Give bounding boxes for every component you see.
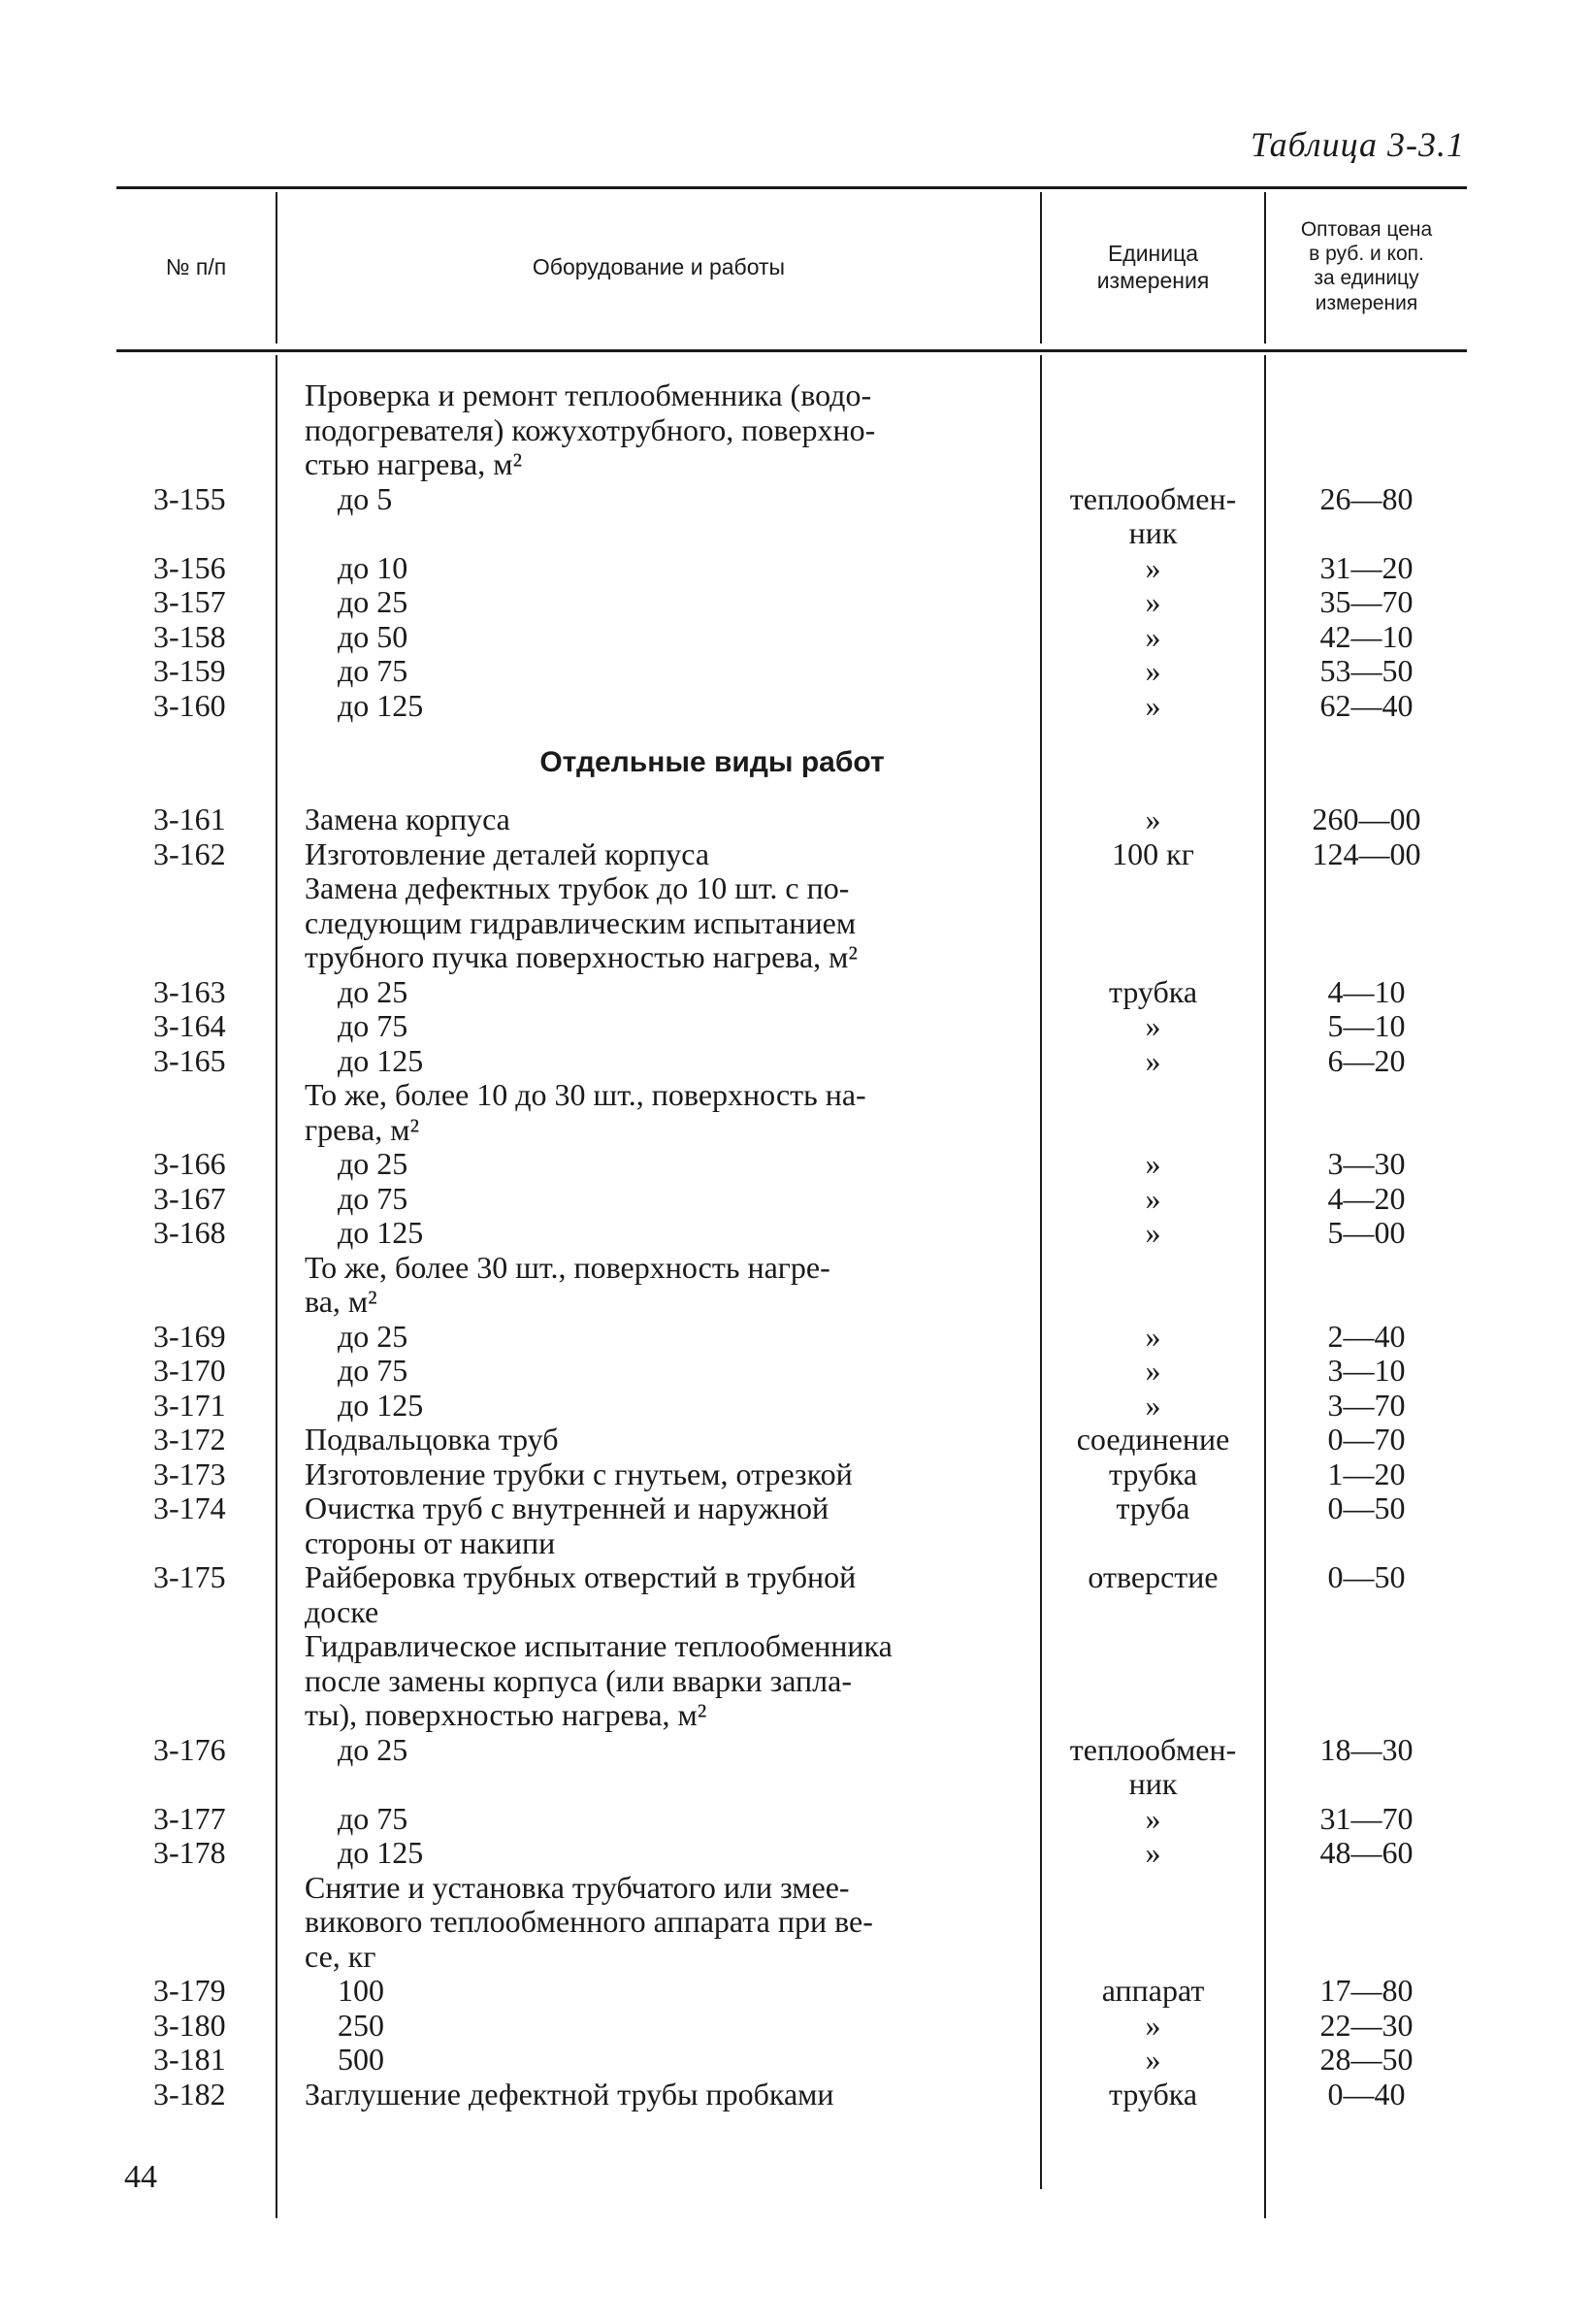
item-description: Изготовление деталей корпуса — [305, 835, 710, 871]
item-number: 3-157 — [153, 584, 226, 619]
item-unit: » — [1145, 2007, 1161, 2043]
table-row — [116, 1940, 1467, 1975]
table-row — [116, 1560, 1467, 1595]
item-description: до 25 — [338, 973, 408, 1009]
item-number: 3-158 — [153, 618, 226, 654]
item-unit: » — [1145, 618, 1161, 654]
item-number: 3-181 — [153, 2042, 226, 2077]
item-unit: аппарат — [1101, 1973, 1205, 2008]
item-unit: труба — [1116, 1490, 1190, 1525]
item-number: 3-176 — [153, 1731, 226, 1767]
item-price: 4—10 — [1327, 973, 1406, 1009]
item-unit: » — [1145, 1042, 1161, 1078]
header-price-line: измерения — [1315, 291, 1418, 314]
item-unit: » — [1145, 1353, 1161, 1388]
item-price: 28—50 — [1319, 2042, 1414, 2077]
table-row — [116, 2078, 1467, 2112]
item-unit: » — [1145, 1318, 1161, 1354]
item-number: 3-178 — [153, 1835, 226, 1870]
item-description: до 5 — [338, 480, 393, 516]
item-unit: 100 кг — [1112, 835, 1194, 871]
header-work: Оборудование и работы — [532, 254, 786, 279]
table-row — [116, 871, 1467, 906]
section-heading: Отдельные виды работ — [539, 746, 885, 778]
table-row — [116, 1802, 1467, 1837]
item-unit: » — [1145, 549, 1161, 585]
item-description: Подвальцовка труб — [305, 1422, 559, 1457]
table-row — [116, 802, 1467, 837]
item-price: 124—00 — [1312, 835, 1421, 871]
item-description: до 125 — [338, 1042, 424, 1078]
table-row — [116, 378, 1467, 413]
header-bottom-rule — [116, 349, 1467, 352]
item-description: То же, более 30 шт., поверхность нагре- — [305, 1249, 830, 1285]
item-description: доске — [305, 1593, 379, 1629]
item-price: 17—80 — [1319, 1973, 1414, 2008]
table-row — [116, 620, 1467, 655]
item-description: 250 — [338, 2007, 384, 2043]
header-price — [1266, 217, 1467, 315]
item-description: до 25 — [338, 584, 408, 619]
item-description: до 25 — [338, 1146, 408, 1181]
item-number: 3-162 — [153, 835, 226, 871]
table-caption: Таблица 3-3.1 — [1250, 125, 1465, 164]
item-price: 42—10 — [1319, 618, 1414, 654]
item-price: 1—20 — [1327, 1456, 1406, 1491]
item-description: до 125 — [338, 1215, 424, 1250]
table-row — [116, 482, 1467, 517]
item-price: 62—40 — [1319, 687, 1414, 723]
item-number: 3-160 — [153, 687, 226, 723]
item-number: 3-172 — [153, 1422, 226, 1457]
header-unit-line: измерения — [1096, 267, 1210, 293]
item-price: 3—70 — [1327, 1387, 1406, 1423]
item-description: се, кг — [305, 1938, 376, 1974]
item-number: 3-165 — [153, 1042, 226, 1078]
item-description: до 25 — [338, 1731, 408, 1767]
item-price: 0—40 — [1327, 2076, 1406, 2111]
table-row — [116, 1733, 1467, 1768]
header-unit-line: Единица — [1107, 241, 1199, 266]
item-unit: » — [1145, 1835, 1161, 1870]
table-row — [116, 1147, 1467, 1182]
item-description: Проверка и ремонт теплообменника (водо- — [305, 377, 872, 412]
item-price: 0—50 — [1327, 1559, 1406, 1594]
item-price: 0—70 — [1327, 1422, 1406, 1457]
item-price: 18—30 — [1319, 1731, 1414, 1767]
item-unit: » — [1145, 584, 1161, 619]
item-description: грева, м² — [305, 1111, 420, 1147]
table-row — [116, 1044, 1467, 1079]
item-price: 31—20 — [1319, 549, 1414, 585]
item-price: 0—50 — [1327, 1490, 1406, 1525]
item-number: 3-156 — [153, 549, 226, 585]
item-description: Замена корпуса — [305, 802, 510, 836]
table-row — [116, 906, 1467, 941]
item-description: после замены корпуса (или вварки запла- — [305, 1662, 852, 1698]
table-row — [116, 2043, 1467, 2078]
table-row — [116, 413, 1467, 448]
item-number: 3-164 — [153, 1008, 226, 1043]
item-unit: теплообмен- — [1069, 1731, 1237, 1767]
header-price-line: за единицу — [1314, 267, 1419, 290]
item-unit: » — [1145, 1008, 1161, 1043]
item-unit: » — [1145, 1146, 1161, 1181]
item-number: 3-173 — [153, 1456, 226, 1491]
table-row — [116, 689, 1467, 724]
table-row — [116, 1629, 1467, 1664]
table-row — [116, 940, 1467, 975]
item-description: до 50 — [338, 618, 408, 654]
item-description: до 75 — [338, 653, 408, 688]
header-price-line: Оптовая цена — [1300, 218, 1433, 241]
item-number: 3-182 — [153, 2076, 226, 2111]
item-description: Снятие и установка трубчатого или змее- — [305, 1869, 850, 1905]
item-price: 3—30 — [1327, 1146, 1406, 1181]
table-row — [116, 585, 1467, 620]
item-unit: » — [1145, 802, 1161, 836]
item-description: 100 — [338, 1973, 384, 2008]
item-description: до 125 — [338, 1387, 424, 1423]
item-unit: ник — [1128, 515, 1178, 550]
item-price: 35—70 — [1319, 584, 1414, 619]
item-description: Гидравлическое испытание теплообменника — [305, 1628, 893, 1663]
page-number: 44 — [124, 2159, 157, 2195]
table-row — [116, 1216, 1467, 1251]
item-description: до 75 — [338, 1353, 408, 1388]
item-price: 53—50 — [1319, 653, 1414, 688]
table-row — [116, 1871, 1467, 1906]
item-price: 5—10 — [1327, 1008, 1406, 1043]
header-top-rule — [116, 186, 1467, 189]
table-row — [116, 1698, 1467, 1733]
table-row — [116, 1595, 1467, 1630]
item-description: Замена дефектных трубок до 10 шт. с по- — [305, 870, 850, 905]
item-number: 3-174 — [153, 1490, 226, 1525]
table-row — [116, 1354, 1467, 1389]
table-row — [116, 1491, 1467, 1526]
table-row — [116, 975, 1467, 1010]
table-row — [116, 1664, 1467, 1699]
table-row — [116, 1078, 1467, 1113]
item-unit: » — [1145, 653, 1161, 688]
section-heading-row — [116, 723, 1467, 802]
item-unit: » — [1145, 1387, 1161, 1423]
item-number: 3-170 — [153, 1353, 226, 1388]
item-description: стью нагрева, м² — [305, 446, 523, 481]
item-price: 22—30 — [1319, 2007, 1414, 2043]
table-row — [116, 1320, 1467, 1355]
item-unit: » — [1145, 1180, 1161, 1216]
table-row — [116, 1113, 1467, 1148]
item-number: 3-159 — [153, 653, 226, 688]
item-unit: » — [1145, 1800, 1161, 1836]
item-description: до 25 — [338, 1318, 408, 1354]
item-description: до 125 — [338, 1835, 424, 1870]
item-description: до 75 — [338, 1180, 408, 1216]
item-price: 48—60 — [1319, 1835, 1414, 1870]
item-description: до 75 — [338, 1800, 408, 1836]
table-row — [116, 1285, 1467, 1320]
table-row — [116, 1905, 1467, 1940]
table-row — [116, 1182, 1467, 1217]
item-description: ты), поверхностью нагрева, м² — [305, 1697, 707, 1732]
table-row — [116, 1974, 1467, 2009]
item-description: Заглушение дефектной трубы пробками — [305, 2076, 834, 2111]
item-number: 3-167 — [153, 1180, 226, 1216]
table-row — [116, 1009, 1467, 1044]
item-unit: теплообмен- — [1069, 480, 1237, 516]
item-number: 3-175 — [153, 1559, 226, 1594]
item-description: Райберовка трубных отверстий в трубной — [305, 1559, 857, 1594]
header-price-line: в руб. и коп. — [1309, 243, 1424, 266]
item-number: 3-179 — [153, 1973, 226, 2008]
item-description: до 125 — [338, 687, 424, 723]
item-unit: соединение — [1076, 1422, 1230, 1457]
item-price: 6—20 — [1327, 1042, 1406, 1078]
item-description: следующим гидравлическим испытанием — [305, 904, 857, 940]
table-row — [116, 837, 1467, 872]
item-description: ва, м² — [305, 1284, 377, 1319]
item-price: 5—00 — [1327, 1215, 1406, 1250]
table-row — [116, 551, 1467, 586]
item-description: до 75 — [338, 1008, 408, 1043]
item-unit: трубка — [1108, 1456, 1198, 1491]
item-number: 3-161 — [153, 802, 226, 836]
item-description: трубного пучка поверхностью нагрева, м² — [305, 939, 858, 974]
item-description: до 10 — [338, 549, 408, 585]
item-description: Изготовление трубки с гнутьем, отрезкой — [305, 1456, 853, 1491]
item-description: Очистка труб с внутренней и наружной — [305, 1490, 829, 1525]
item-number: 3-166 — [153, 1146, 226, 1181]
item-unit: трубка — [1108, 2076, 1198, 2111]
item-number: 3-171 — [153, 1387, 226, 1423]
item-number: 3-169 — [153, 1318, 226, 1354]
item-description: подогревателя) кожухотрубного, поверхно- — [305, 411, 876, 447]
item-description: То же, более 10 до 30 шт., поверхность на- — [305, 1077, 866, 1112]
table-row — [116, 1251, 1467, 1286]
table-row — [116, 1389, 1467, 1424]
item-number: 3-163 — [153, 973, 226, 1009]
table-row — [116, 447, 1467, 482]
table-row — [116, 1457, 1467, 1492]
item-price: 3—10 — [1327, 1353, 1406, 1388]
item-price: 260—00 — [1312, 802, 1421, 836]
item-unit: » — [1145, 1215, 1161, 1250]
table-row — [116, 1836, 1467, 1871]
header-number: № п/п — [165, 254, 227, 279]
item-description: 500 — [338, 2042, 384, 2077]
table-row — [116, 1767, 1467, 1802]
table-row — [116, 1526, 1467, 1561]
header-unit — [1042, 241, 1264, 294]
item-unit: трубка — [1108, 973, 1198, 1009]
item-unit: » — [1145, 2042, 1161, 2077]
table-row — [116, 654, 1467, 689]
item-price: 26—80 — [1319, 480, 1414, 516]
table-row — [116, 1423, 1467, 1457]
item-description: стороны от накипи — [305, 1524, 556, 1560]
item-description: викового теплообменного аппарата при ве- — [305, 1904, 873, 1939]
item-price: 31—70 — [1319, 1800, 1414, 1836]
table-row — [116, 2009, 1467, 2044]
item-price: 2—40 — [1327, 1318, 1406, 1354]
item-number: 3-155 — [153, 480, 226, 516]
item-number: 3-177 — [153, 1800, 226, 1836]
table-body — [116, 378, 1467, 2111]
item-number: 3-180 — [153, 2007, 226, 2043]
table-row — [116, 516, 1467, 551]
item-price: 4—20 — [1327, 1180, 1406, 1216]
item-number: 3-168 — [153, 1215, 226, 1250]
item-unit: » — [1145, 687, 1161, 723]
item-unit: ник — [1128, 1766, 1178, 1801]
item-unit: отверстие — [1088, 1559, 1219, 1594]
